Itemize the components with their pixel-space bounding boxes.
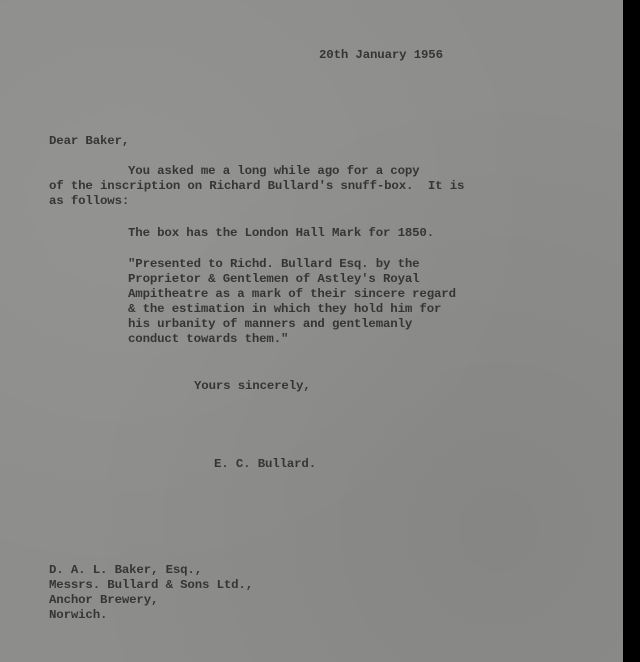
body-line: as follows: [49, 194, 130, 208]
inscription-line: conduct towards them." [128, 332, 289, 346]
address-line: Norwich. [49, 608, 108, 622]
inscription-line: "Presented to Richd. Bullard Esq. by the [128, 257, 420, 271]
salutation: Dear Baker, [49, 134, 130, 148]
inscription-line: Proprietor & Gentlemen of Astley's Royal [128, 272, 420, 286]
signature: E. C. Bullard. [214, 457, 316, 471]
letter-date: 20th January 1956 [319, 48, 443, 62]
address-line: D. A. L. Baker, Esq., [49, 563, 202, 577]
address-line: Anchor Brewery, [49, 593, 159, 607]
inscription-line: Ampitheatre as a mark of their sincere regard [128, 287, 456, 301]
hallmark-line: The box has the London Hall Mark for 1850. [128, 226, 434, 240]
body-line: You asked me a long while ago for a copy [128, 164, 420, 178]
address-line: Messrs. Bullard & Sons Ltd., [49, 578, 253, 592]
inscription-line: & the estimation in which they hold him for [128, 302, 442, 316]
closing: Yours sincerely, [194, 379, 311, 393]
body-line: of the inscription on Richard Bullard's snuff-box. It is [49, 179, 465, 193]
inscription-line: his urbanity of manners and gentlemanly [128, 317, 413, 331]
